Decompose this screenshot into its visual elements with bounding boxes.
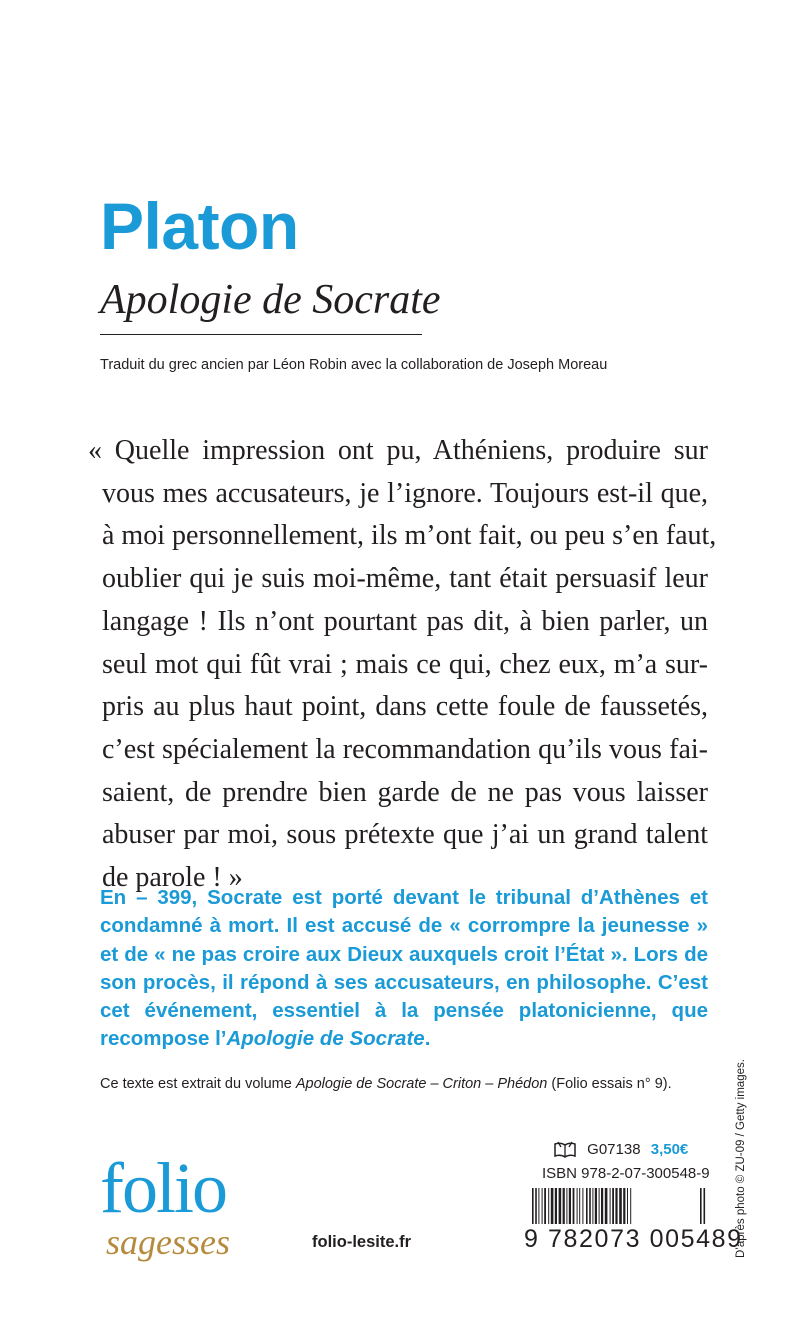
book-title: Apologie de Socrate [100, 277, 441, 323]
quote-line: saient, de prendre bien garde de ne pas vous laisser [102, 776, 708, 808]
barcode-bar [551, 1188, 554, 1226]
barcode-bar [582, 1188, 583, 1226]
barcode-bar [615, 1188, 617, 1226]
price-row [553, 1139, 688, 1161]
barcode-bar [623, 1188, 625, 1226]
summary-line: et de « ne pas croire aux Dieux auxquels croit l’État ». Lors de [100, 942, 708, 966]
website-link: folio-lesite.fr [312, 1233, 412, 1251]
extract-suffix: (Folio essais n° 9). [547, 1076, 672, 1092]
quote-line: de parole ! » [102, 862, 243, 894]
author-name: Platon [100, 189, 299, 263]
extract-volume-title: Apologie de Socrate – Criton – Phédon [295, 1076, 548, 1092]
barcode-bar [610, 1188, 611, 1226]
photo-credit: D’après photo © ZU-09 / Getty images. [735, 1059, 747, 1258]
summary-line [100, 1025, 708, 1053]
barcode-digits: 9 782073 005489 [520, 1224, 714, 1254]
barcode-bar [573, 1188, 575, 1226]
summary-italic-title: Apologie de Socrate [226, 1027, 425, 1051]
barcode-bar [630, 1188, 631, 1226]
summary-blurb [100, 884, 708, 1054]
quote-line: c’est spécialement la recommandation qu’ils vous fai- [102, 733, 708, 765]
barcode-bar [538, 1188, 539, 1226]
quote-line: vous mes accusateurs, je l’ignore. Toujours est-il que, [102, 477, 708, 509]
quote-line: abuser par moi, sous prétexte que j’ai un grand talent [102, 819, 708, 851]
quote-line: seul mot qui fût vrai ; mais ce qui, chez eux, m’a sur- [102, 648, 708, 680]
collection-logo: sagesses [106, 1222, 230, 1262]
folio-logo: folio [100, 1148, 226, 1228]
barcode-bar [559, 1188, 562, 1226]
barcode-bar [605, 1188, 608, 1226]
summary-line: son procès, il répond à ses accusateurs, en philosophe. C’est [100, 970, 708, 994]
barcode-bar [548, 1188, 549, 1226]
barcode-bar [612, 1188, 614, 1226]
reference-code: G07138 [587, 1141, 641, 1158]
barcode-bar [544, 1188, 546, 1226]
summary-line: En – 399, Socrate est porté devant le tribunal d’Athènes et [100, 886, 708, 909]
barcode-bar [592, 1188, 593, 1226]
barcode-bar [627, 1188, 628, 1226]
summary-line: condamné à mort. Il est accusé de « corrompre la jeunesse » [100, 914, 708, 938]
barcode-bar [579, 1188, 580, 1226]
summary-last-prefix: recompose l’ [100, 1027, 227, 1051]
extract-note [100, 1074, 720, 1094]
barcode-bar [542, 1188, 543, 1226]
barcode-bar [577, 1188, 578, 1226]
title-divider [100, 334, 422, 335]
barcode-bar [599, 1188, 600, 1226]
barcode-bar [619, 1188, 622, 1226]
excerpt-quote [88, 430, 717, 900]
isbn: ISBN 978-2-07-300548-9 [542, 1165, 710, 1182]
quote-line: pris au plus haut point, dans cette foule de faussetés, [102, 691, 708, 723]
barcode-bar [601, 1188, 603, 1226]
open-book-icon [553, 1141, 577, 1159]
quote-line: langage ! Ils n’ont pourtant pas dit, à bien parler, un [102, 605, 708, 637]
translator-credit: Traduit du grec ancien par Léon Robin avec la collaboration de Joseph Moreau [100, 357, 608, 373]
price: 3,50€ [650, 1141, 689, 1158]
extract-prefix: Ce texte est extrait du volume [100, 1076, 296, 1092]
barcode-bar [595, 1188, 597, 1226]
quote-line: oublier qui je suis moi-même, tant était persuasif leur [102, 563, 708, 595]
barcode-bar [563, 1188, 565, 1226]
barcode-bar [555, 1188, 557, 1226]
summary-line: cet événement, essentiel à la pensée platonicienne, que [100, 999, 708, 1023]
summary-last-suffix: . [424, 1027, 431, 1051]
quote-line: à moi personnellement, ils m’ont fait, ou peu s’en faut, [102, 520, 717, 552]
barcode-bar [569, 1188, 571, 1226]
quote-line: « Quelle impression ont pu, Athéniens, produire sur [88, 435, 708, 466]
barcode-bar [566, 1188, 567, 1226]
